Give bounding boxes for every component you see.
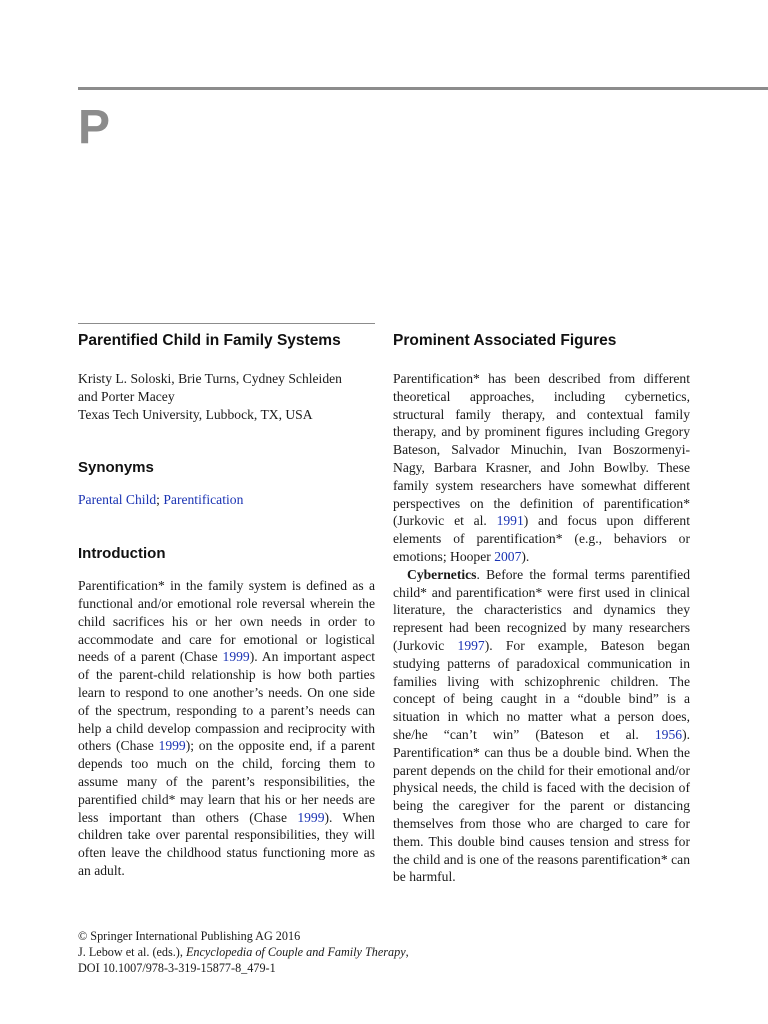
figures-text-3: ). [521,548,530,564]
book-title: Encyclopedia of Couple and Family Therapy [185,945,406,960]
citation-link[interactable]: 1999 [222,649,250,665]
citation-link[interactable]: 1956 [654,726,683,742]
citation-link[interactable]: 1997 [457,637,485,653]
top-rule [78,87,768,90]
cybernetics-lead: Cybernetics [407,566,477,582]
citation-link[interactable]: 1999 [158,738,186,754]
citation-link[interactable]: 1999 [297,809,325,825]
doi-line: DOI 10.1007/978-3-319-15877-8_479-1 [78,961,276,976]
figures-text-1: Parentification* has been described from different theoretical approaches, including cybernetics, structural family therapy, and contextual family therapy, and by prominent figures including Gregory Bateson, Salvador Minuchin, Ivan Boszormenyi-Nagy, Barbara Krasner, and John Bowlby. These family system researchers have somewhat different perspectives on the definition of parentification* (Jurkovic et al. [393,371,690,529]
author-block [78,370,375,423]
cyber-text-2: ). For example, Bateson began studying patterns of paradoxical communication in families living with schizophrenic children. The concept of being caught in a “double bind” is a situation in which no matter what a person does, she/he “can’t win” (Bateson et al. [393,637,690,742]
figures-text-2: ) and focus upon different elements of parentification* (e.g., behaviors or emotions; Hooper [393,513,691,564]
figures-paragraph [393,370,690,566]
citation-prefix: J. Lebow et al. (eds.), [78,945,186,960]
authors-line-1: Kristy L. Soloski, Brie Turns, Cydney Schleiden [78,371,342,386]
cybernetics-paragraph [393,566,690,886]
footer [78,928,478,977]
right-column [393,323,690,886]
cyber-text-1: . Before the formal terms parentified child* and parentification* were first used in clinical literature, the characteristics and dynamics they represent had been recognized by many researchers (Jurkovic [393,566,690,653]
synonyms-heading: Synonyms [78,459,154,477]
section-letter: P [78,101,111,154]
authors-line-2: and Porter Macey [78,388,175,404]
introduction-paragraph [78,577,375,880]
synonym-link-parental-child[interactable]: Parental Child [78,492,157,508]
left-column [78,323,375,880]
introduction-heading: Introduction [78,545,166,563]
synonym-link-parentification[interactable]: Parentification [163,492,244,508]
figures-heading: Prominent Associated Figures [393,332,617,349]
citation-suffix: , [405,945,409,960]
synonyms-list [78,491,375,509]
synonym-separator: ; [156,492,164,508]
title-rule [78,323,375,324]
cyber-text-3: ). Parentification* can thus be a double bind. When the parent depends on the child for their emotional and/or physical needs, the child is faced with the decision of being the caregiver for the parent or distancing themselves from those who are charged to care for them. This double bind causes tension and stress for the child and is one of the reasons parentification* can be harmful. [393,726,690,885]
intro-text-2: ). An important aspect of the parent-child relationship is how both parties learn to respond to one another’s needs. On one side of the spectrum, responding to a parent’s needs can help a child develop compassion and reciprocity with others (Chase [78,649,376,754]
affiliation: Texas Tech University, Lubbock, TX, USA [78,406,313,422]
entry-title: Parentified Child in Family Systems [78,332,341,349]
intro-text-1: Parentification* in the family system is defined as a functional and/or emotional role reversal wherein the child sacrifices his or her own needs in order to accommodate and care for emotional or logistical needs of a parent (Chase [78,578,375,665]
intro-text-3: ); on the opposite end, if a parent depends too much on the child, forcing them to assume many of the parent’s responsibilities, the parentified child* may learn that his or her needs are less important than others (Chase [78,738,375,825]
intro-text-4: ). When children take over parental responsibilities, they will often leave the childhood status functioning more as an adult. [78,809,375,878]
citation-link[interactable]: 1991 [496,513,524,529]
citation-link[interactable]: 2007 [494,548,522,564]
citation-line [78,944,478,960]
copyright-line: © Springer International Publishing AG 2016 [78,929,301,943]
